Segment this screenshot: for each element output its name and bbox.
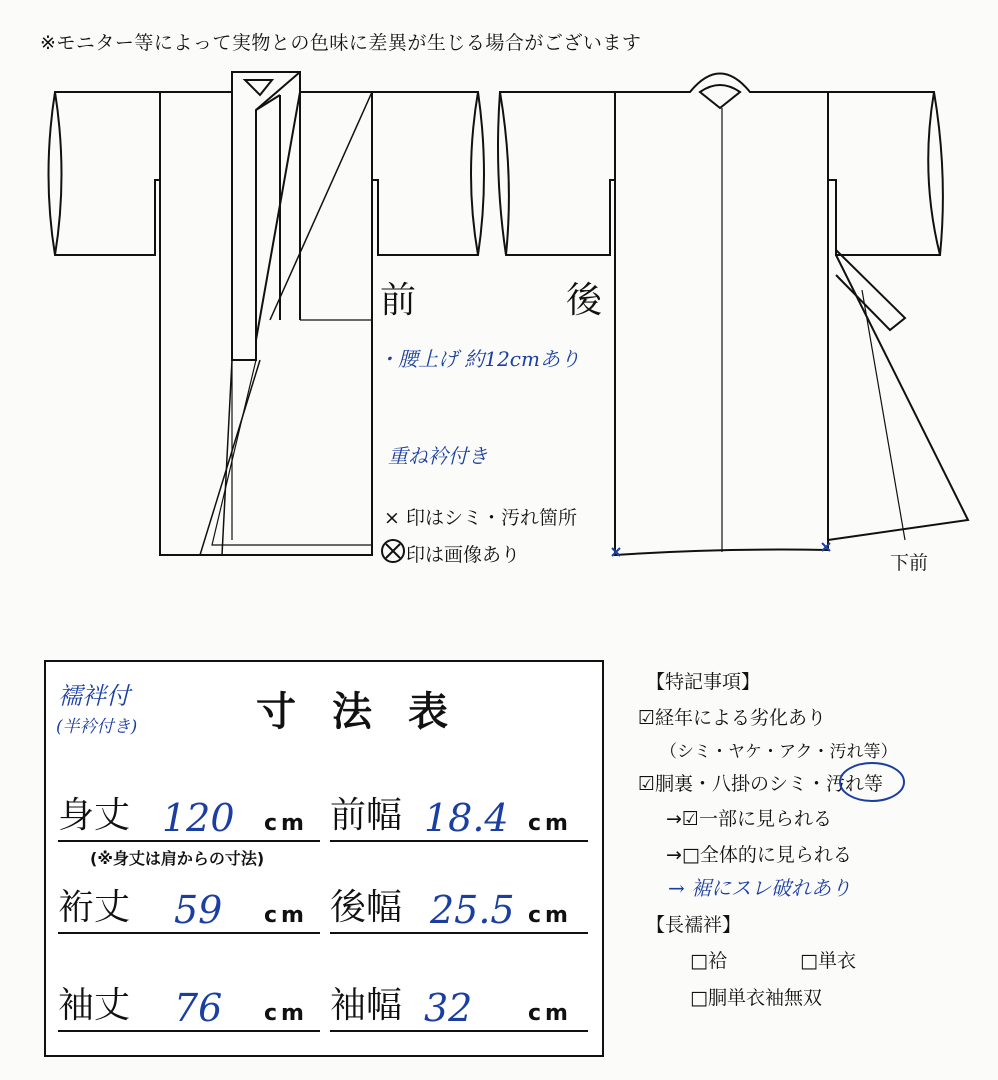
ushirohaba-unit: cm — [528, 903, 572, 928]
sodehaba-value: 32 — [424, 986, 473, 1030]
juban-heading: 【長襦袢】 — [646, 914, 742, 936]
header-note: ※モニター等によって実物との色味に差異が生じる場合がございます — [40, 32, 642, 54]
yukitake-label: 裄丈 — [58, 887, 131, 928]
note-lining-partial: →☑一部に見られる — [666, 808, 832, 830]
row-mitake — [58, 792, 320, 842]
handwritten-note-tuck: ・腰上げ 約12cmあり — [378, 347, 580, 371]
note-hem-damage: → 裾にスレ破れあり — [668, 876, 852, 900]
ushirohaba-value: 25.5 — [430, 888, 515, 932]
back-left-sleeve — [498, 92, 615, 255]
maehaba-label: 前幅 — [330, 795, 403, 836]
yukitake-unit: cm — [264, 903, 308, 928]
circle-mark — [838, 760, 908, 804]
row-maehaba — [330, 792, 588, 842]
legend-image: 印は画像あり — [406, 544, 521, 566]
brand-note: 襦袢付 — [58, 682, 130, 710]
juban-unlined: □単衣 — [800, 950, 856, 972]
brand-note-sub: (半衿付き) — [56, 717, 138, 737]
row-yukitake — [58, 884, 320, 934]
mitake-unit: cm — [264, 811, 308, 836]
special-notes-heading: 【特記事項】 — [646, 671, 761, 693]
back-label: 後 — [566, 280, 603, 321]
shoulder-note: (※身丈は肩からの寸法) — [90, 849, 265, 868]
note-lining: ☑胴裏・八掛のシミ・汚れ等 — [638, 773, 884, 795]
hem-label: 下前 — [890, 552, 929, 574]
circle-x-icon — [382, 540, 404, 562]
legend-stain: × 印はシミ・汚れ箇所 — [384, 507, 577, 529]
note-aging: ☑経年による劣化あり — [638, 707, 827, 729]
sodetake-label: 袖丈 — [58, 985, 131, 1026]
sodetake-unit: cm — [264, 1001, 308, 1026]
juban-body-unlined: □胴単衣袖無双 — [690, 987, 822, 1009]
front-left-sleeve — [49, 92, 161, 255]
handwritten-note-collar: 重ね衿付き — [388, 444, 488, 468]
front-label: 前 — [380, 280, 417, 321]
mitake-label: 身丈 — [58, 795, 131, 836]
sodetake-value: 76 — [174, 986, 223, 1030]
note-lining-overall: →□全体的に見られる — [666, 844, 852, 866]
front-body — [160, 72, 372, 555]
sodehaba-unit: cm — [528, 1001, 572, 1026]
note-aging-detail: （シミ・ヤケ・アク・汚れ等） — [660, 742, 898, 762]
front-right-sleeve — [372, 92, 484, 255]
back-right-sleeve — [828, 92, 943, 255]
row-ushirohaba — [330, 884, 588, 934]
mitake-value: 120 — [162, 796, 235, 840]
table-title: 寸法表 — [256, 689, 484, 735]
ushirohaba-label: 後幅 — [330, 887, 403, 928]
sodehaba-label: 袖幅 — [330, 985, 403, 1026]
row-sodetake — [58, 982, 320, 1032]
juban-lined: □袷 — [690, 950, 727, 972]
maehaba-unit: cm — [528, 811, 572, 836]
measurement-table — [44, 660, 604, 1057]
maehaba-value: 18.4 — [424, 796, 509, 840]
yukitake-value: 59 — [174, 888, 223, 932]
row-sodehaba — [330, 982, 588, 1032]
